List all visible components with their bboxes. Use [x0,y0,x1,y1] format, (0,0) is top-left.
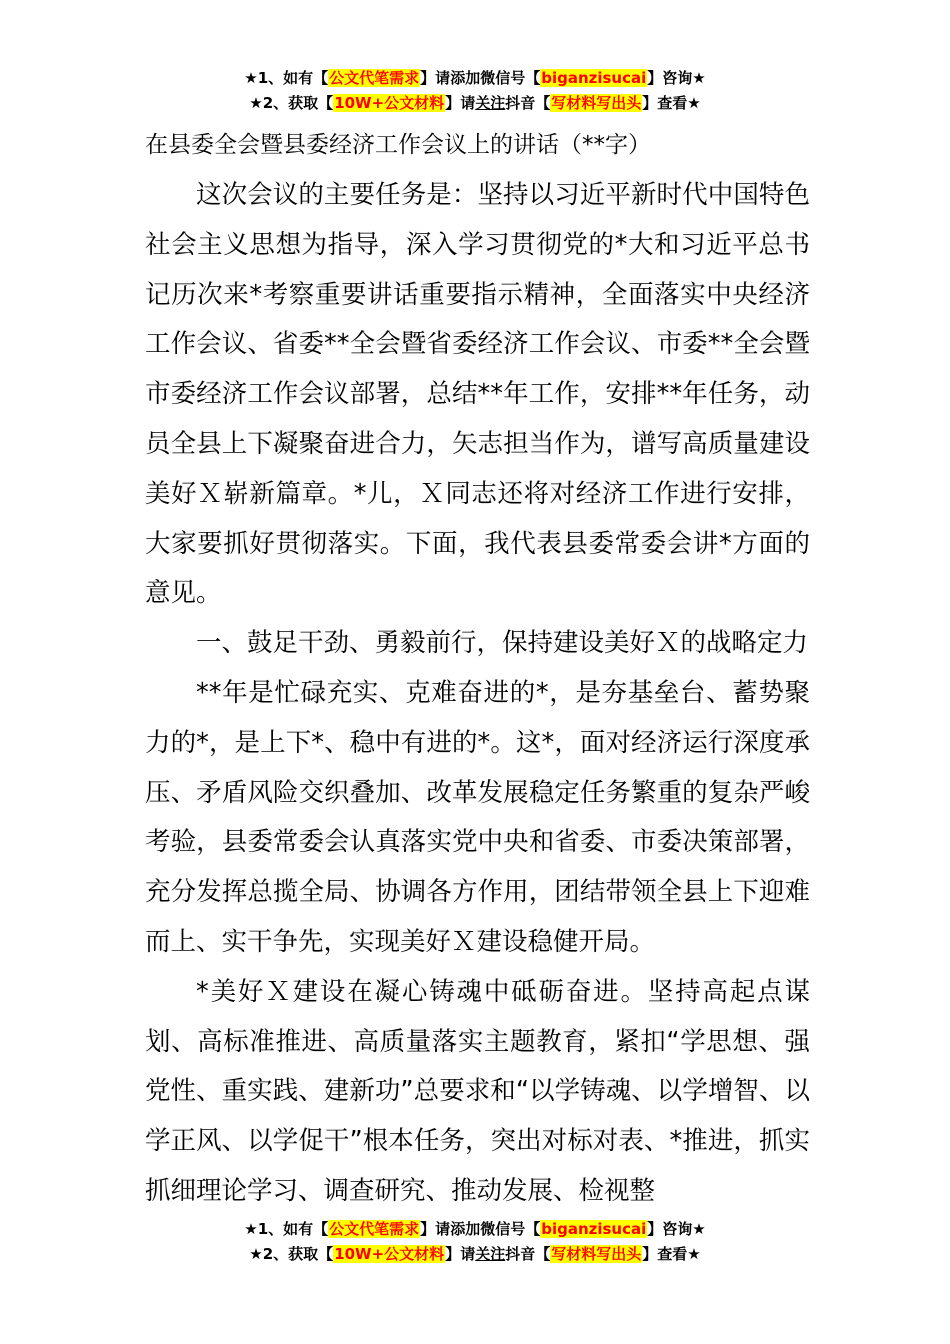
promo-highlight: 公文代笔需求 [329,1220,420,1238]
promo-emphasis: 添加 [450,1220,481,1238]
promo-text: ★2、获取【 [249,1245,334,1263]
paragraph-achievement: *美好Ｘ建设在凝心铸魂中砥砺奋进。坚持高起点谋划、高标准推进、高质量落实主题教育，紧扣“学思想、强党性、重实践、建新功”总要求和“以学铸魂、以学增智、以学正风、以学促干”根本任务，突出对标对表、*推进，抓实抓细理论学习、调查研究、推动发展、检视整 [145,976,810,1206]
promo-wechat-id: biganzisucai [541,69,647,87]
promo-line-2 [0,1242,950,1267]
paragraph-intro: 这次会议的主要任务是：坚持以习近平新时代中国特色社会主义思想为指导，深入学习贯彻党的*大和习近平总书记历次来*考察重要讲话重要指示精神，全面落实中央经济工作会议、省委**全会暨省委经济工作会议、市委**全会暨市委经济工作会议部署，总结**年工作，安排**年任务，动员全县上下凝聚奋进合力，矢志担当作为，谱写高质量建设美好Ｘ崭新篇章。*儿，Ｘ同志还将对经济工作进行安排，大家要抓好贯彻落实。下面，我代表县委常委会讲*方面的意见。 [145,180,810,609]
promo-banner-bottom [0,1217,950,1267]
promo-text: ★1、如有【 [244,69,329,87]
promo-text: 】咨询★ [647,1220,706,1238]
promo-wechat-id: biganzisucai [541,1220,647,1238]
promo-text: 微信号【 [480,1220,541,1238]
promo-highlight: 10W+公文材料 [334,1245,445,1263]
promo-text: 】请 [420,69,451,87]
promo-emphasis: 关注 [475,1245,506,1263]
promo-text: 】请 [445,94,476,112]
promo-text: 】请 [445,1245,476,1263]
promo-douyin-id: 写材料写出头 [551,1245,642,1263]
promo-text: 抖音【 [505,94,551,112]
promo-text: 】请 [420,1220,451,1238]
document-title: 在县委全会暨县委经济工作会议上的讲话（**字） [145,132,651,158]
promo-emphasis: 添加 [450,69,481,87]
promo-line-1 [0,1217,950,1242]
section-heading-1: 一、鼓足干劲、勇毅前行，保持建设美好Ｘ的战略定力 [196,628,809,659]
promo-text: 】查看★ [642,1245,701,1263]
promo-banner-top [0,66,950,116]
promo-text: 抖音【 [505,1245,551,1263]
promo-text: 微信号【 [480,69,541,87]
promo-highlight: 10W+公文材料 [334,94,445,112]
promo-text: ★1、如有【 [244,1220,329,1238]
promo-line-2 [0,91,950,116]
promo-text: 】咨询★ [647,69,706,87]
promo-douyin-id: 写材料写出头 [551,94,642,112]
document-body [145,171,810,1217]
promo-emphasis: 关注 [475,94,506,112]
promo-highlight: 公文代笔需求 [329,69,420,87]
paragraph-review: **年是忙碌充实、克难奋进的*，是夯基垒台、蓄势聚力的*，是上下*、稳中有进的*。这*，面对经济运行深度承压、矛盾风险交织叠加、改革发展稳定任务繁重的复杂严峻考验，县委常委会认真落实党中央和省委、市委决策部署，充分发挥总揽全局、协调各方作用，团结带领全县上下迎难而上、实干争先，实现美好Ｘ建设稳健开局。 [145,677,810,957]
promo-text: 】查看★ [642,94,701,112]
promo-line-1 [0,66,950,91]
promo-text: ★2、获取【 [249,94,334,112]
